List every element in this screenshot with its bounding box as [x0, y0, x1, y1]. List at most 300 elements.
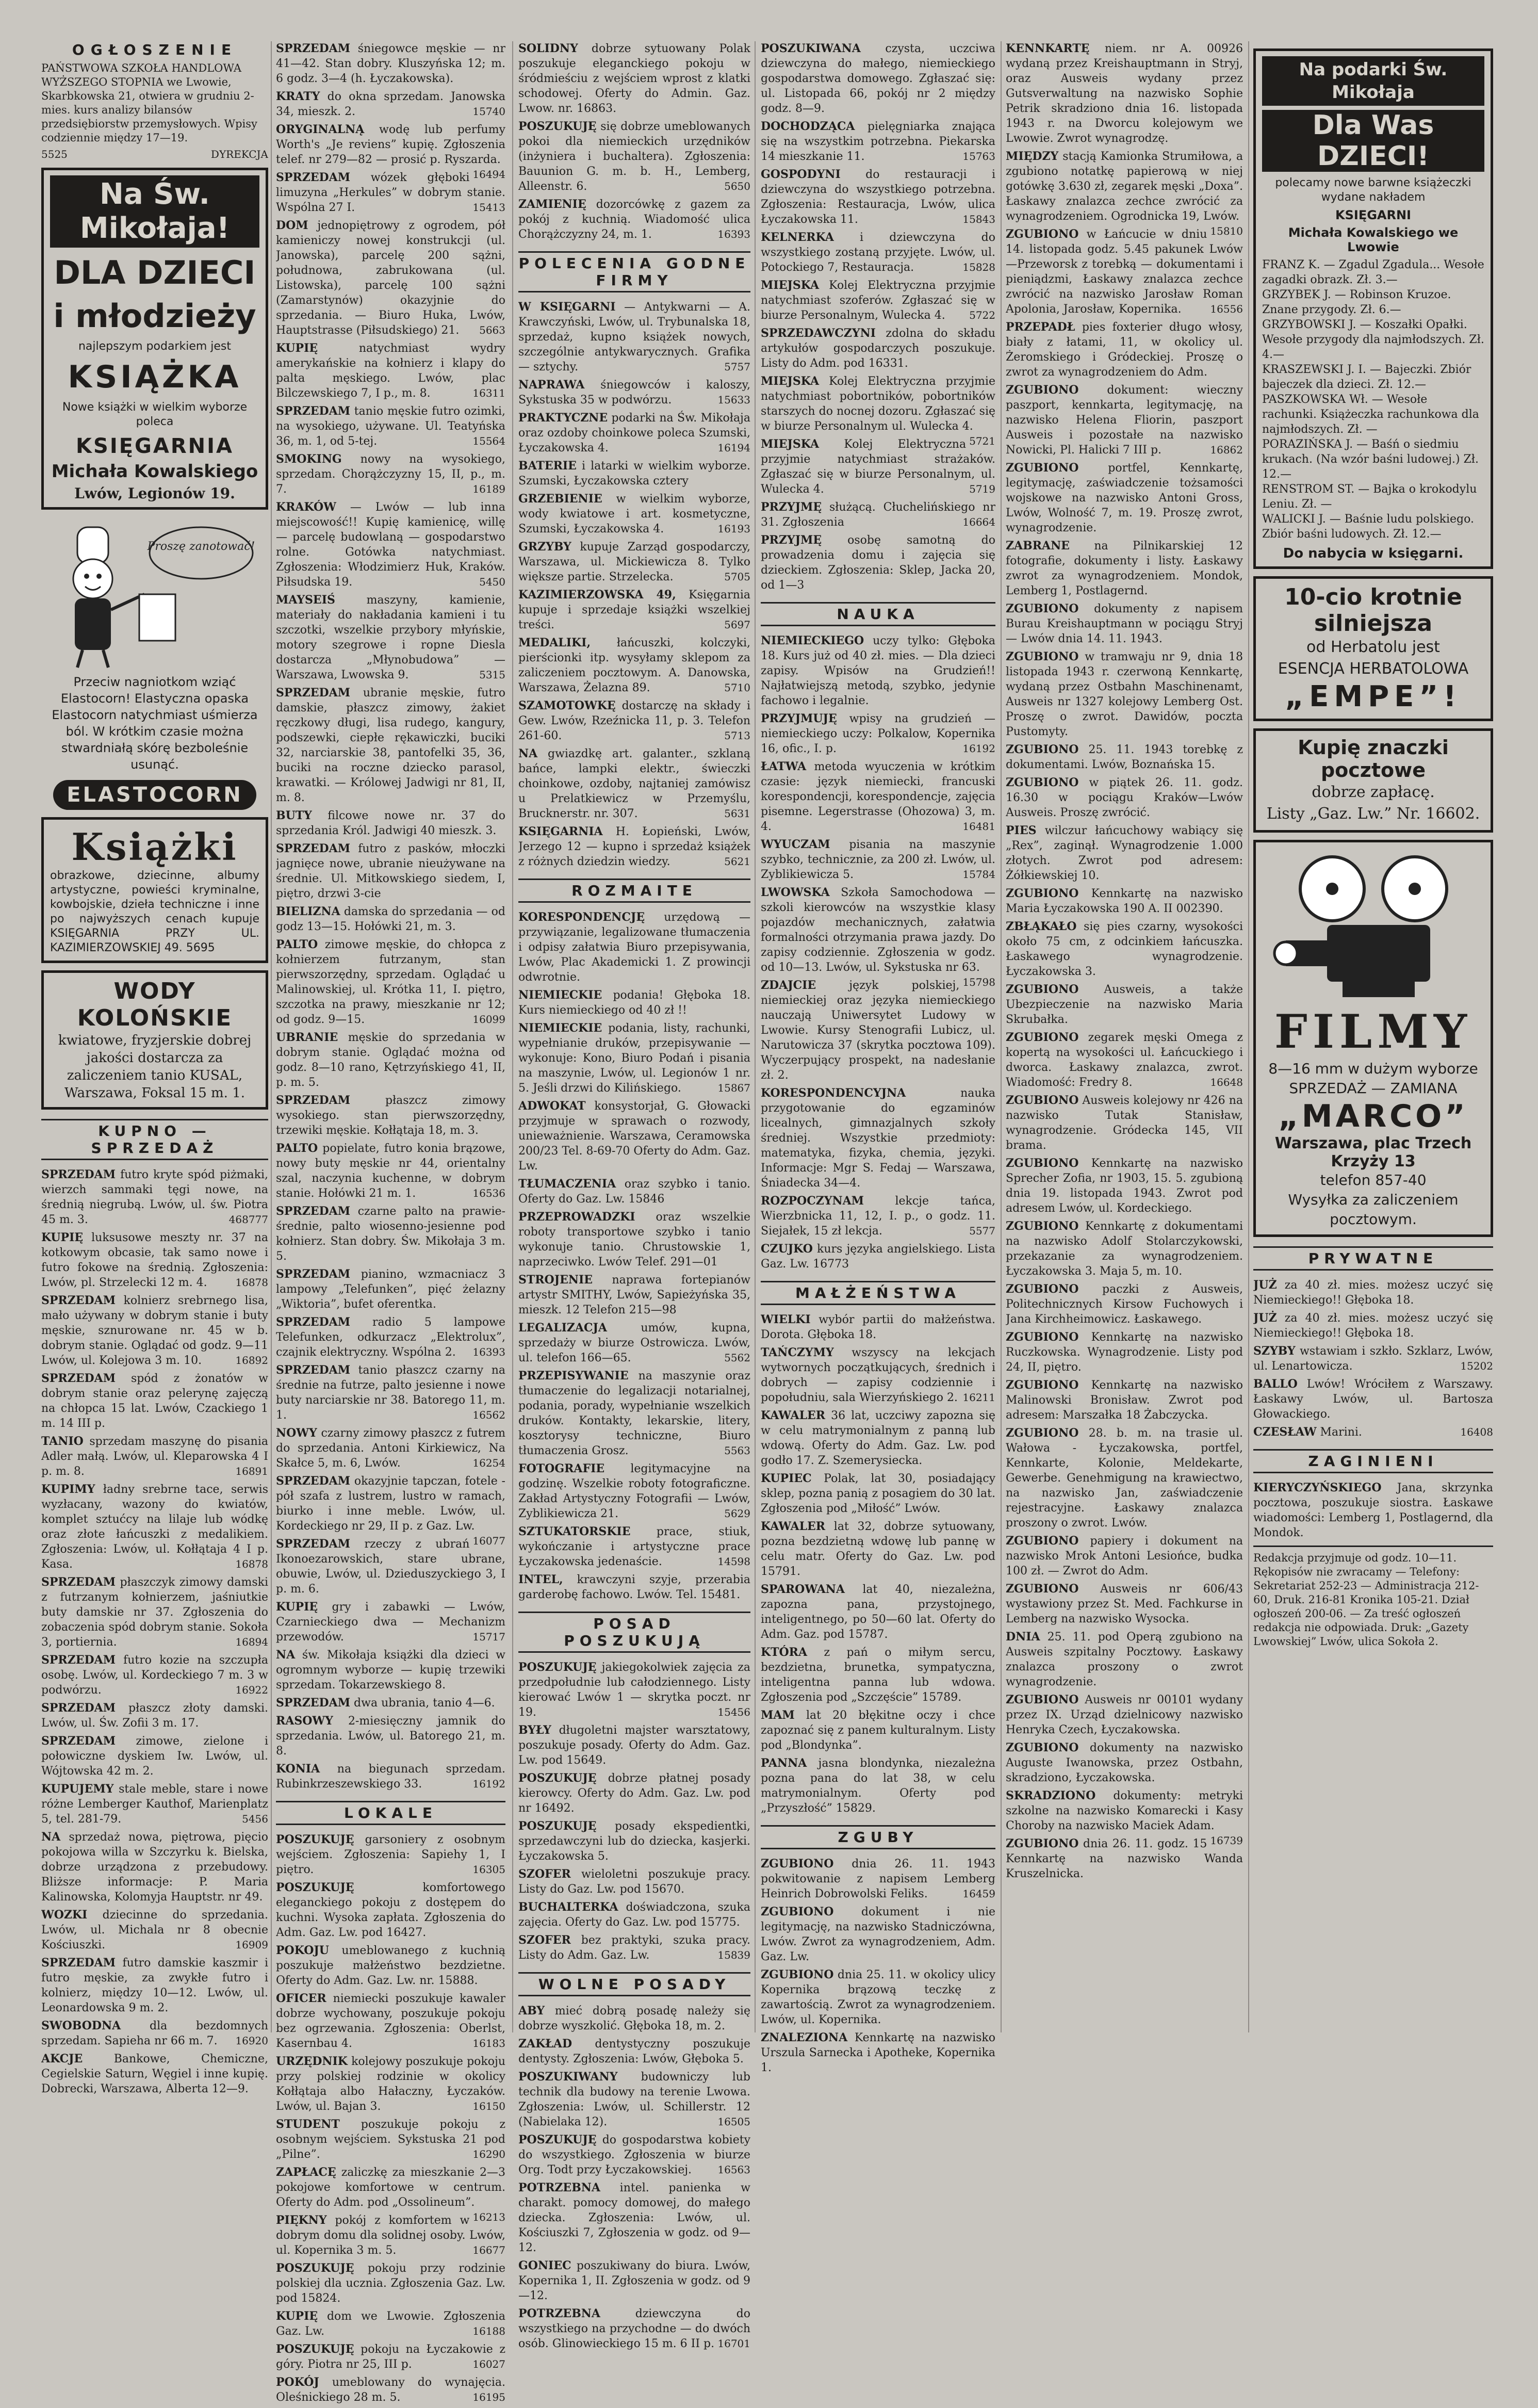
ad-number: 16892: [235, 1354, 268, 1366]
ad-text: Kolej Elektryczna przyjmie natychmiast strażaków. Zgłaszać się w biurze Personalnym, ul. Wulecka 4.: [761, 438, 995, 496]
ad-keyword: NIEMIECKIE: [518, 988, 602, 1002]
ad-text: prace, stiuk, wykończanie i artystyczne prace Łyczakowska jedenaście.: [518, 1525, 750, 1568]
ad-keyword: MIEJSKA: [761, 437, 820, 451]
ad-text: w piątek 26. 11. godz. 16.30 w pociągu Kraków—Lwów Ausweis. Proszę zwrócić.: [1006, 776, 1243, 819]
ad-text: Polak, lat 30, posiadający sklep, pozna panią z posagiem do 30 lat. Zgłoszenia pod „Miłość” Lwów.: [761, 1472, 995, 1515]
classified-ad: [761, 1708, 995, 1753]
ad-text: lat 20 błękitne oczy i chce zapoznać się z panem kulturalnym. Listy pod „Blondynka”.: [761, 1709, 995, 1752]
ad-text: H. Łopieński, Lwów, Jerzego 12 — kupno i sprzedaż książek z różnych dziedzin wiedzy.: [518, 825, 750, 868]
classified-ad: [761, 1086, 995, 1191]
ad-keyword: RASOWY: [276, 1714, 333, 1728]
classified-ad: [1006, 601, 1243, 646]
classified-ad: [761, 1519, 995, 1579]
ad-text: Ausweis, a także Ubezpieczenie na nazwisko Maria Skrubałka.: [1006, 983, 1243, 1026]
ad-text: rzeczy z ubrań Ikonoezarowskich, stare ubrane, obuwie, Lwów, ul. Dzieduszyckiego 3, I p. m. 6.: [276, 1538, 505, 1596]
classified-list: [1253, 1480, 1493, 1540]
ad-text: zimowe męskie, do chłopca z kołnierzem futrzanym, stan pierwszorzędny, sprzedam. Oglądać u Malinowskiej, ul. Krótka 11, I. piętro, szczotka na prawy, mieszkanie nr 12; od godz. 9—15.: [276, 938, 505, 1026]
ad-number: 5577: [969, 1225, 995, 1237]
ad-keyword: INTEL,: [518, 1573, 563, 1586]
classified-ad: [518, 1572, 750, 1602]
ad-keyword: ZGUBIONO: [1006, 1219, 1079, 1233]
ad-keyword: MAYSEIŚ: [276, 593, 335, 607]
ad-text: papiery i dokument na nazwisko Mrok Antoni Lesiońce, budka 100 zł. — Zwrot do Adm.: [1006, 1535, 1243, 1577]
ad-text: dobrze sytuowany Polak poszukuje eleganckiego pokoju w śródmieściu z wejściem wprost z klatki schodowej. Oferty do Admin. Gaz. Lwow. nr. 16863.: [518, 42, 750, 115]
classified-ad: [1006, 227, 1243, 317]
classified-ad: [276, 593, 505, 682]
ad-number: 16194: [717, 442, 750, 454]
classified-ad: [761, 278, 995, 323]
ad-keyword: SOLIDNY: [518, 42, 578, 55]
ad-number: 15867: [717, 1082, 750, 1094]
classified-list: [1006, 41, 1243, 1423]
ad-number: 5456: [242, 1813, 268, 1825]
classified-ad: [518, 378, 750, 408]
ad-number: 5663: [479, 324, 505, 336]
ad-text: pisania na maszynie szybko, technicznie, za 200 zł. Lwów, ul. Zyblikiewicza 5.: [761, 838, 995, 881]
ad-text: maszyny, kamienie, materiały do nakładania kamieni i tu szczotki, wszelkie przybory młyńskie, motory szegrowe i ropne Diesla dostarcza „Młynobudowa” — Warszawa, Lwowska 9.: [276, 594, 505, 681]
ad-keyword: KONIA: [276, 1762, 320, 1776]
ad-keyword: STUDENT: [276, 2118, 340, 2131]
ad-keyword: KTÓRA: [761, 1646, 808, 1659]
ad-keyword: POSZUKUJĘ: [518, 1661, 597, 1674]
classified-ad: [518, 197, 750, 242]
ad-text: dozorcówkę z gazem za pokój z kuchnią. Wiadomość ulica Chorążczyzny 24, m. 1.: [518, 198, 750, 241]
classified-ad: [518, 988, 750, 1018]
classified-ad: [276, 41, 505, 86]
book-item: KRASZEWSKI J. I. — Bajeczki. Zbiór bajeczek dla dzieci. Zł. 12.—: [1262, 363, 1471, 391]
ad-number: 5695: [186, 941, 215, 954]
column-5: [1006, 41, 1243, 1884]
ad-number: 16922: [235, 1684, 268, 1696]
classified-ad: [761, 437, 995, 497]
ad-number: 16099: [472, 1013, 505, 1026]
ad-text: bez praktyki, szuka pracy. Listy do Adm. Gaz. Lw.: [518, 1934, 750, 1962]
column-2: [276, 41, 505, 2408]
ad-text: pokój z komfortem w dobrym domu dla solidnej osoby. Lwów, ul. Kopernika 3 m. 5.: [276, 2214, 505, 2257]
ad-keyword: ZGUBIONO: [1006, 1837, 1079, 1850]
ad-number: 5713: [724, 729, 750, 742]
ad-text: dnia 26. 11. 1943 pokwitowanie z napisem Lemberg Heinrich Dobrowolski Feliks.: [761, 1858, 995, 1900]
ad-keyword: PIES: [1006, 824, 1037, 837]
ad-text: stacją Kamionka Strumiłowa, a zgubiono notatkę papierową w niej gotówkę 3.630 zł, zegarek męski „Doxa”. Łaskawy znalazca zechce zwrócić za wynagrodzeniem. Ogrodnicka 19, Lwów.: [1006, 150, 1243, 223]
ad-text: na biegunach sprzedam. Rubinkrzeszewskiego 33.: [276, 1763, 505, 1791]
ad-text: garsoniery z osobnym wejściem. Zgłoszenia: Sapiehy 1, I piętro.: [276, 1833, 505, 1876]
classified-ad: [518, 2181, 750, 2255]
ad-text: wózek głęboki limuzyna „Herkules” w dobrym stanie. Wspólna 27 I.: [276, 171, 505, 214]
ad-text: do gospodarstwa kobiety do wszystkiego. Zgłoszenia w biurze Org. Todt przy Łyczakowskiej.: [518, 2134, 750, 2176]
classified-ad: [41, 1482, 268, 1572]
classified-ad: [276, 1363, 505, 1423]
classified-ad: [1253, 1344, 1493, 1374]
ad-number: 15798: [962, 976, 995, 988]
ad-text: 28. b. m. na trasie ul. Wałowa - Łyczakowska, portfel, Kennkarte, Kolonie, Meldekarte, Gewerbe. Genehmigung na krawiectwo, na nazwisko Jan, zaświadczenie rejestracyjne. Łaskawy znalazca proszony o zwrot. Lwów.: [1006, 1427, 1243, 1530]
ad-keyword: PALTO: [276, 1142, 318, 1155]
ad-number: 16459: [962, 1888, 995, 1900]
notice-signature: DYREKCJA: [210, 148, 268, 160]
section-heading: LOKALE: [276, 1801, 505, 1825]
ad-keyword: NIEMIECKIE: [518, 1021, 602, 1035]
classified-ad: [518, 540, 750, 584]
classified-ad: [276, 808, 505, 838]
classified-ad: [276, 2054, 505, 2114]
ad-number: 16211: [962, 1391, 995, 1404]
ad-text: podania! Głęboka 18. Kurs niemieckiego od 40 zł !!: [518, 989, 750, 1017]
classified-ad: [761, 1471, 995, 1516]
classified-ad: [761, 326, 995, 371]
ad-text: posady ekspedientki, sprzedawczyni lub do dziecka, kasjerki. Łyczakowska 5.: [518, 1820, 750, 1863]
ad-text: urzędową — przywiązanie, legalizowane tłumaczenia i odpisy załatwia Biuro przepisywania, Lwów, Plac Akademicki 1. Z prowincji odwrotnie.: [518, 911, 750, 984]
classified-ad: [276, 2261, 505, 2306]
ad-keyword: KRAKÓW: [276, 500, 336, 514]
ad-text: SPRZEDAŻ — ZAMIANA: [1289, 1080, 1458, 1097]
ad-keyword: SPRZEDAM: [276, 1267, 351, 1281]
ad-text: nauka przygotowanie do egzaminów licealnych, gimnazjalnych szkoły średniej. Wszystkie przedmioty: matematyka, fizyka, chemia, języki. Informacje: Mgr S. Fedaj — Warszawa, Śniadecka 34—4.: [761, 1087, 995, 1190]
ad-keyword: ZDAJCIE: [761, 979, 816, 992]
classified-ad: [41, 1734, 268, 1779]
ad-keyword: BYŁY: [518, 1723, 551, 1737]
classified-ad: [276, 1600, 505, 1645]
ad-keyword: FOTOGRAFIE: [518, 1462, 605, 1475]
ad-number: 16739: [1210, 1834, 1243, 1847]
classified-ad: [518, 1369, 750, 1458]
classified-ad: [761, 533, 995, 593]
classified-ad: [761, 1967, 995, 2027]
ad-number: 16677: [472, 2244, 505, 2256]
ad-keyword: POSZUKUJĘ: [518, 1819, 597, 1833]
ad-keyword: W KSIĘGARNI: [518, 300, 616, 314]
classified-ad: [761, 1345, 995, 1405]
classified-ad: [1006, 649, 1243, 739]
ad-text: pianino, wzmacniacz 3 lampowy „Telefunken”, pięć żelazny „Wiktoria”, bufet oferentka.: [276, 1268, 505, 1311]
classified-list: [1006, 1426, 1243, 1881]
ad-keyword: ZGUBIONO: [1006, 1534, 1079, 1548]
classified-ad: [518, 2004, 750, 2033]
ad-text: 25. 11. 1943 torebkę z dokumentami. Lwów, Boznańska 15.: [1006, 743, 1243, 771]
ad-address: Lwów, Legionów 19.: [74, 485, 235, 502]
classified-ad: [276, 218, 505, 338]
ad-keyword: SPRZEDAM: [41, 1701, 116, 1715]
films-ad: [1253, 840, 1493, 1237]
ad-keyword: KUPUJEMY: [41, 1782, 114, 1796]
classified-ad: [761, 1645, 995, 1705]
classified-ad: [41, 1575, 268, 1650]
ad-keyword: POTRZEBNA: [518, 2307, 600, 2320]
ad-number: 5450: [479, 576, 505, 588]
ad-keyword: SPRZEDAM: [276, 1315, 351, 1329]
school-notice: [41, 41, 268, 160]
ad-number: 15456: [717, 1706, 750, 1718]
ad-keyword: MEDALIKI,: [518, 636, 591, 649]
ad-keyword: ZGUBIONO: [761, 1905, 834, 1918]
ad-keyword: ZGUBIONO: [1006, 227, 1079, 241]
ad-keyword: SPRZEDAWCZYNI: [761, 327, 876, 340]
ad-text: umów, kupna, sprzedaży w biurze Ostrowicza. Lwów, ul. telefon 166—65.: [518, 1322, 750, 1364]
ad-number: 16077: [472, 1535, 505, 1547]
ad-number: 16183: [472, 2037, 505, 2049]
classified-ad: [1006, 41, 1243, 146]
classified-ad: [761, 1408, 995, 1468]
ad-number: 16213: [472, 2211, 505, 2223]
ad-keyword: JUŻ: [1253, 1311, 1277, 1325]
classified-ad: [518, 746, 750, 821]
ad-keyword: GRZYBY: [518, 540, 571, 554]
ad-keyword: SZOFER: [518, 1933, 571, 1947]
ad-headline: Kupię znaczki pocztowe: [1298, 736, 1449, 782]
ad-keyword: PIĘKNY: [276, 2214, 327, 2227]
ad-text: Jana, skrzynka pocztowa, poszukuje siostra. Łaskawe wiadomości: Lemberg 1, Postlagernd, dla Mondok.: [1253, 1482, 1493, 1539]
classified-ad: [276, 341, 505, 401]
section-heading: PRYWATNE: [1253, 1246, 1493, 1271]
ad-line: i młodzieży: [53, 297, 256, 335]
ad-text: Do nabycia w księgarni.: [1283, 546, 1464, 561]
ad-keyword: KENNKARTĘ: [1006, 42, 1090, 55]
classified-ad: [41, 2052, 268, 2096]
ad-text: wstawiam i szkło. Szklarz, Lwów, ul. Lenartowicza.: [1253, 1345, 1493, 1373]
section-heading: ZGUBY: [761, 1825, 995, 1849]
section-heading: POLECENIA GODNE FIRMY: [518, 251, 750, 292]
ad-keyword: LEGALIZACJA: [518, 1321, 607, 1335]
ad-text: w tramwaju nr 9, dnia 18 listopada 1943 r. czerwoną Kennkartę, wydaną przez Ostbahn Maschinenamt, Ausweis nr 1327 kolejowy Lemberg Ost. Proszę o zwrot. Dawidów, poczta Pustomyty.: [1006, 650, 1243, 738]
ad-keyword: ZBŁĄKAŁO: [1006, 920, 1077, 933]
ad-text: dentystyczny poszukuje dentysty. Zgłoszenia: Lwów, Głęboka 5.: [518, 2038, 750, 2065]
ad-keyword: SPRZEDAM: [276, 404, 351, 418]
classified-ad: [518, 2070, 750, 2129]
ad-text: pies foxterier długo włosy, biały z łatami, 11, w okolicy ul. Żeromskiego i Gródeckiej. Proszę o zwrot za wynagrodzeniem do Adm.: [1006, 321, 1243, 379]
classified-ad: [1006, 1426, 1243, 1531]
ad-text: poszukuje pokoju z osobnym wejściem. Sykstuska 21 pod „Pilne”.: [276, 2118, 505, 2161]
ad-keyword: ZGUBIONO: [1006, 1426, 1079, 1440]
ad-number: 16311: [472, 387, 505, 399]
ad-text: jakiegokolwiek zajęcia za przedpołudnie lub całodziennego. Listy kierować Lwów 1 — skrytka poczt. nr 19.: [518, 1661, 750, 1719]
ad-text: dla bezdomnych sprzedam. Sapieha nr 66 m. 7.: [41, 2020, 268, 2047]
ad-keyword: SPRZEDAM: [276, 1363, 351, 1377]
classified-list: [276, 41, 505, 1792]
ad-keyword: ZGUBIONO: [1006, 461, 1079, 475]
section-heading: ZAGINIENI: [1253, 1449, 1493, 1473]
ad-keyword: ZGUBIONO: [1006, 1741, 1079, 1754]
ad-keyword: SPRZEDAM: [41, 1956, 116, 1970]
ad-number: 16562: [472, 1409, 505, 1421]
classified-ad: [1006, 539, 1243, 598]
ad-text: naprawa fortepianów artystr SMITHY, Lwów, Sapieżyńska 35, mieszk. 12 Telefon 215—98: [518, 1274, 750, 1316]
ad-number: 16192: [472, 1778, 505, 1790]
classified-ad: [41, 1956, 268, 2015]
classified-ad: [1253, 1278, 1493, 1308]
ad-keyword: ZGUBIONO: [1006, 1282, 1079, 1296]
ad-text: Kolej Elektryczna przyjmie natychmiast szoferów. Zgłaszać się w biurze Personalnym, Wulecka 4.: [761, 279, 995, 322]
classified-ad: [518, 41, 750, 116]
book-item: GRZYBEK J. — Robinson Kruzoe. Znane przygody. Zł. 6.—: [1262, 288, 1451, 316]
ad-text: Szkoła Samochodowa — szkoli kierowców na wszystkie klasy pojazdów mechanicznych, załatwia formalności otrzymania prawa jazdy. Do zapisy codziennie. Zgłoszenia w godz. od 10—13. Lwów, ul. Sykstuska nr 63.: [761, 886, 995, 974]
ad-keyword: ZGUBIONO: [1006, 1031, 1079, 1044]
classified-ad: [518, 1524, 750, 1569]
ad-text: oraz wszelkie roboty transportowe szybko i tanio wykonuje tanio. Chrustowskie 1, naprzeciwko. Lwów Telef. 291—01: [518, 1211, 750, 1268]
ad-text: poszukiwany do biura. Lwów, Kopernika 1, II. Zgłoszenia w godz. od 9—12.: [518, 2259, 750, 2302]
classified-ad: [1253, 1425, 1493, 1440]
ad-number: 16494: [472, 168, 505, 181]
ad-text: 8—16 mm w dużym wyborze: [1268, 1060, 1478, 1077]
ad-text: za 40 zł. mies. możesz uczyć się Niemieckiego!! Głęboka 18.: [1253, 1312, 1493, 1340]
ad-text: w wielkim wyborze, wody kwiatowe i art. kosmetyczne, Szumski, Łyczakowska 4.: [518, 493, 750, 535]
ad-text: radio 5 lampowe Telefunken, odkurzacz „Elektrolux”, czajnik elektryczny. Wspólna 2.: [276, 1316, 505, 1359]
ad-text: śniegowce męskie — nr 41—42. Stan dobry. Kluszyńska 12; m. 6 godz. 3—4 (h. Łyczakowska).: [276, 42, 505, 85]
ad-keyword: PRZYJMUJĘ: [761, 712, 837, 725]
classified-list: [761, 1312, 995, 1816]
classified-ad: [1006, 320, 1243, 380]
ad-text: polecamy nowe barwne książeczki wydane nakładem: [1275, 176, 1471, 204]
ad-text: budowniczy lub technik dla budowy na terenie Lwowa. Zgłoszenia: Lwów, ul. Schillerstr. 12 (Nabielaka 12).: [518, 2071, 750, 2128]
ad-text: Księgarnia kupuje i sprzedaje książki wszelkiej treści.: [518, 589, 750, 631]
ad-text: na Pilnikarskiej 12 fotografie, dokumenty i listy. Łaskawy zwrot za wynagrodzeniem. Mondok, Lemberg 1, Postlagernd.: [1006, 540, 1243, 597]
ad-text: Kennkartę na nazwisko Sprecher Zofia, nr 1903, 15. 5. zgubioną dnia 19. listopada 1943. Zwrot pod adresem Lwów, ul. Kordeckiego.: [1006, 1157, 1243, 1215]
classified-ad: [276, 1991, 505, 2051]
classified-ad: [1006, 1156, 1243, 1216]
ad-keyword: PRAKTYCZNE: [518, 411, 608, 425]
classified-ad: [276, 1315, 505, 1360]
ad-keyword: ZGUBIONO: [1006, 1157, 1079, 1170]
ad-text: gry i zabawki — Lwów, Czarnieckiego dwa — Mechanizm przewodów.: [276, 1601, 505, 1644]
ad-number: 5621: [724, 855, 750, 868]
classified-ad: [276, 937, 505, 1027]
classified-ad: [41, 1908, 268, 1953]
ad-text: łańcuszki, kolczyki, pierścionki itp. wysyłamy sklepom za zaliczeniem pocztowym. A. Danowska, Warszawa, Żelazna 89.: [518, 637, 750, 694]
ad-number: 5315: [479, 669, 505, 681]
ad-number: 5705: [724, 571, 750, 583]
ad-text: sprzedaż nowa, piętrowa, pięcio pokojowa willa w Szczyrku k. Bielska, dobrze urządzona z przebudowy. Bliższe informacje: P. Maria Kalinowska, Kolomyja Hauptstr. nr 49.: [41, 1831, 268, 1903]
ad-text: luksusowe meszty nr. 37 na kotkowym obcasie, tak samo nowe i futro fokowe na średnią. Zgłoszenia: Lwów, pl. Strzelecki 12 m. 4.: [41, 1231, 268, 1289]
ad-keyword: SZTUKATORSKIE: [518, 1525, 631, 1538]
classified-ad: [276, 1426, 505, 1471]
classified-list: [518, 300, 750, 869]
bookstore-ad: [41, 168, 268, 510]
classified-ad: [276, 404, 505, 449]
ad-number: 15564: [472, 435, 505, 447]
ad-number: 5631: [724, 807, 750, 820]
ad-text: tanio płaszcz czarny na średnie na futrze, palto jesienne i nowe buty narciarskie nr 38. Batorego 11, m. 1.: [276, 1364, 505, 1422]
ad-text: kurs języka angielskiego. Lista Gaz. Lw. 16773: [761, 1243, 995, 1271]
ad-number: 16862: [1210, 444, 1243, 456]
classified-ad: [1006, 886, 1243, 916]
ad-keyword: ROZPOCZYNAM: [761, 1194, 864, 1208]
ad-text: płaszcz zimowy wysokiego. stan pierwszorzędny, trzewiki męskie. Kołłątaja 18, m. 3.: [276, 1094, 505, 1137]
ad-text: pielęgniarka znająca się na wszystkim potrzebna. Piekarska 14 mieszkanie 11.: [761, 120, 995, 163]
ad-number: 16150: [472, 2100, 505, 2112]
ad-headline: 10-cio krotnie silniejsza: [1284, 584, 1462, 637]
classified-ad: [1006, 1378, 1243, 1423]
ad-keyword: SPRZEDAM: [276, 842, 351, 855]
ad-keyword: MAM: [761, 1709, 795, 1722]
ad-keyword: SPRZEDAM: [41, 1575, 116, 1589]
classified-ad: [518, 2133, 750, 2177]
ad-keyword: CZUJKO: [761, 1242, 813, 1256]
column-1: [41, 41, 268, 2100]
ad-text: dokumenty na nazwisko Auguste Iwanowska, przez Ostbahn, skradziono, Łyczakowska.: [1006, 1742, 1243, 1784]
ad-keyword: DOM: [276, 219, 308, 232]
classified-ad: [41, 1293, 268, 1368]
classified-ad: [276, 1943, 505, 1988]
ad-keyword: NIEMIECKIEGO: [761, 634, 864, 647]
classified-ad: [276, 1030, 505, 1090]
ad-text: do okna sprzedam. Janowska 34, mieszk. 2.: [276, 90, 505, 118]
ad-keyword: POSZUKUJĘ: [518, 120, 597, 133]
ad-keyword: SPRZEDAM: [276, 171, 351, 184]
ad-number: 15413: [472, 201, 505, 214]
ad-number: 15202: [1460, 1360, 1493, 1372]
book-item: FRANZ K. — Zgadul Zgadula... Wesołe zagadki obrazk. Zł. 3.—: [1262, 258, 1484, 286]
classified-list: [518, 2004, 750, 2351]
ad-number: 16878: [235, 1276, 268, 1289]
ad-text: intel. panienka w charakt. pomocy domowej, do małego dziecka. Zgłoszenia: Lwów, ul. Kościuszki 7, Zgłoszenia w godz. od 9—12.: [518, 2182, 750, 2254]
books-buy-ad: [41, 817, 268, 963]
classified-ad: [518, 1723, 750, 1768]
ad-keyword: ZABRANE: [1006, 539, 1070, 552]
classified-ad: [518, 588, 750, 632]
ad-line: DLA DZIECI: [54, 254, 256, 291]
classified-list: [1253, 1278, 1493, 1440]
ad-keyword: SPRZEDAM: [276, 1205, 351, 1218]
ad-keyword: KUPIĘ: [41, 1231, 84, 1244]
ad-text: Kennkartę na nazwisko Ruczkowska. Wynagrodzenie. Listy pod 24, II, piętro.: [1006, 1331, 1243, 1374]
classified-ad: [518, 698, 750, 743]
ad-text: kolejowy poszukuje pokoju przy polskiej rodzinie w okolicy Kołłątaja albo Hałaczny, Łyczaków. Lwów, ul. Bajan 3.: [276, 2055, 505, 2113]
ad-keyword: POSZUKUJĘ: [276, 1833, 354, 1846]
classified-ad: [518, 1099, 750, 1174]
ad-number: 16909: [235, 1939, 268, 1951]
ad-brand: „EMPE”!: [1285, 680, 1462, 713]
classified-ad: [761, 374, 995, 447]
ad-keyword: SPRZEDAM: [276, 1474, 351, 1488]
ad-number: 16920: [235, 2035, 268, 2047]
ad-text: zegarek męski Omega z kopertą na wysokości ul. Łańcuckiego i dworca. Łaskawy znalazca, zwrot. Wiadomość: Fredry 8.: [1006, 1031, 1243, 1089]
ad-keyword: KSIĘGARNIA: [518, 825, 603, 838]
classified-ad: [518, 2258, 750, 2303]
ad-keyword: ZGUBIONO: [1006, 1582, 1079, 1596]
ad-keyword: POSZUKUJĘ: [518, 1771, 597, 1785]
ad-text: dwa ubrania, tanio 4—6.: [354, 1697, 495, 1710]
ad-keyword: PANNA: [761, 1756, 807, 1770]
classified-ad: [518, 1660, 750, 1720]
classified-ad: [518, 2037, 750, 2067]
ad-keyword: POSZUKUJĘ: [518, 2133, 597, 2146]
classified-ad: [276, 89, 505, 119]
column-6: [1253, 41, 1493, 1649]
ad-line: najlepszym podarkiem jest: [78, 340, 232, 353]
ad-text: od Herbatolu jest: [1306, 638, 1440, 656]
ad-keyword: ZGUBIONO: [1006, 650, 1079, 663]
ad-text: czarne palto na prawie-średnie, palto wiosenno-jesienne pod kołnierz. Stan dobry. Św. Mikołaja 3 m. 5.: [276, 1205, 505, 1263]
book-item: WALICKI J. — Baśnie ludu polskiego. Zbiór baśni ludowych. Zł. 12.—: [1262, 513, 1474, 541]
classified-ad: [1006, 383, 1243, 458]
ad-text: ubranie męskie, futro damskie, płaszcz zimowy, żakiet ręczkowy długi, lisa rudego, kangury, podszewki, ciepłe rękawiczki, buciki 32, narciarskie 38, pantofelki 35, 36, buciki na roczne dziecko parasol, krawatki. — Królowej Jadwigi nr 81, II, m. 8.: [276, 687, 505, 804]
ad-text: płaszczyk zimowy damski z futrzanym kołnierzem, jaśniutkie buty damskie nr 37. Zgłoszenia do zobaczenia spód dobrym stanie. Sokoła 3, portiernia.: [41, 1576, 268, 1649]
ad-keyword: POSZUKUJĘ: [276, 1881, 354, 1894]
classified-ad: [276, 1204, 505, 1264]
ad-keyword: ZGUBIONO: [1006, 776, 1079, 789]
ad-text: czarny zimowy płaszcz z futrem do sprzedania. Antoni Kirkiewicz, Na Skałce 5, m. 6, Lwów.: [276, 1427, 505, 1470]
ad-text: język polskiej, niemieckiej oraz języka niemieckiego nauczają Uniwersytet Ludowy w Lwowie. Kursy Stenografii Lubicz, ul. Narutowicza 37 (skrytka pocztowa 109). Wyczerpujący prospekt, na nadesłanie zł. 2.: [761, 979, 995, 1082]
classified-ad: [518, 119, 750, 194]
classified-ad: [276, 2117, 505, 2162]
ad-text: jasna blondynka, niezależna pozna pana do lat 38, w celu matrymonialnym. Oferty pod „Przyszłość” 15829.: [761, 1757, 995, 1815]
ad-keyword: SZOFER: [518, 1867, 571, 1881]
ad-keyword: ZGUBIONO: [1006, 743, 1079, 756]
ad-keyword: UBRANIE: [276, 1031, 338, 1044]
section-heading: NAUKA: [761, 602, 995, 626]
ad-text: spód z żonatów w dobrym stanie oraz pelerynę zajęczą na chłopca 15 lat. Lwów, Czackiego 1 m. 14 III p.: [41, 1372, 268, 1430]
ad-keyword: URZĘDNIK: [276, 2055, 348, 2068]
classified-ad: [1006, 982, 1243, 1027]
ad-text: sprzedam maszynę do pisania Adler małą. Lwów, ul. Kleparowska 4 I p. m. 8.: [41, 1435, 268, 1478]
